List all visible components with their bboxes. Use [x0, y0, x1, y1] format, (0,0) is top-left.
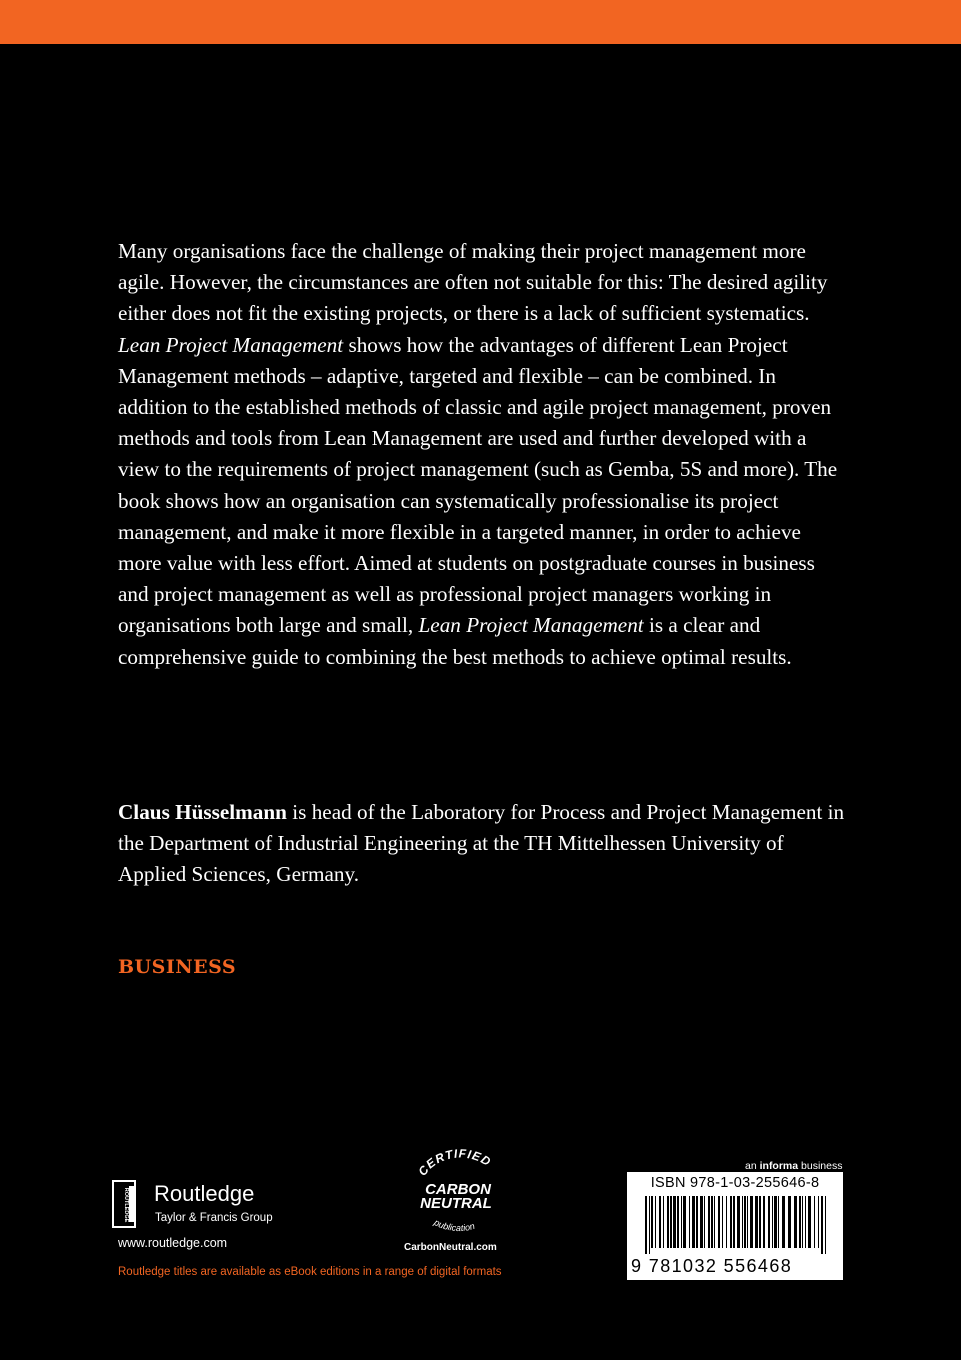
barcode-bar: [711, 1196, 713, 1248]
barcode-bar: [799, 1196, 801, 1248]
barcode-bar: [683, 1196, 686, 1248]
carbon-neutral-badge: [396, 1142, 526, 1257]
barcode-bar: [805, 1196, 806, 1248]
informa-brand: informa: [759, 1160, 799, 1172]
author-bio: [118, 797, 848, 891]
publisher-group: Taylor & Francis Group: [155, 1212, 273, 1224]
barcode-bar: [700, 1196, 703, 1248]
barcode-bar: [733, 1196, 735, 1248]
blurb-text-2: shows how the advantages of different Lean Project Management methods – adaptive, targeted and flexible – can be combined. In addition to the established methods of classic and agile project management, proven methods and tools from Lean Management are used and further developed with a view to the requirements of project management (such as Gemba, 5S and more). The book shows how an organisation can systematically professionalise its project management, and make it more flexible in a targeted manner, in order to achieve more value with less effort. Aimed at students on postgraduate courses in business and project management as well as professional project managers working in organisations both large and small,: [118, 332, 838, 638]
barcode-bar: [689, 1196, 690, 1248]
isbn-barcode: [627, 1172, 843, 1280]
carbon-neutral-url[interactable]: CarbonNeutral.com: [404, 1242, 497, 1253]
informa-prefix: an: [745, 1160, 760, 1172]
blurb-book-title-2: Lean Project Management: [418, 613, 644, 638]
barcode-bar: [651, 1196, 653, 1248]
barcode-bar: [667, 1196, 669, 1248]
isbn-number: ISBN 978-1-03-255646-8: [650, 1175, 820, 1191]
blurb-text-3: is a clear and comprehensive guide to combining the best methods to achieve optimal results.: [118, 613, 792, 669]
top-accent-bar: [0, 0, 961, 44]
barcode-bar: [755, 1196, 758, 1248]
barcode-bar: [742, 1196, 743, 1248]
barcode-bar: [774, 1196, 777, 1248]
barcode-bar: [759, 1196, 761, 1248]
publisher-website[interactable]: www.routledge.com: [118, 1236, 228, 1250]
barcode-bar: [821, 1196, 823, 1254]
informa-suffix: business: [798, 1160, 843, 1172]
barcode-bar: [814, 1196, 815, 1248]
barcode-bar: [726, 1196, 727, 1248]
barcode-bar: [673, 1196, 676, 1248]
barcode-digits: 9 781032 556468: [631, 1256, 793, 1276]
barcode-bar: [737, 1196, 740, 1248]
barcode-bar: [808, 1196, 811, 1248]
author-name: Claus Hüsselmann: [118, 800, 287, 824]
neutral-word: NEUTRAL: [420, 1195, 492, 1212]
barcode-bar: [714, 1196, 715, 1248]
barcode-bar: [802, 1196, 803, 1248]
barcode-bar: [730, 1196, 732, 1248]
carbon-publication-text: publication: [432, 1217, 476, 1234]
barcode-bar: [818, 1196, 819, 1248]
barcode-bar: [825, 1196, 826, 1254]
routledge-logo: [112, 1180, 332, 1230]
informa-business-label: [745, 1160, 842, 1172]
barcode-bar: [778, 1196, 779, 1248]
barcode-bar: [750, 1196, 753, 1248]
publisher-name: Routledge: [154, 1181, 255, 1206]
barcode-bar: [744, 1196, 746, 1248]
barcode-bar: [659, 1196, 661, 1248]
author-bio-text: is head of the Laboratory for Process and Project Management in the Department of Industrial Engineering at the TH Mittelhessen University of Applied Sciences, Germany.: [118, 800, 845, 887]
blurb-text-1: Many organisations face the challenge of making their project management more agile. However, the circumstances are often not suitable for this: The desired agility either does not fit the existing projects, or there is a lack of sufficient systematics.: [118, 239, 828, 326]
carbon-word: CARBON: [425, 1181, 491, 1198]
category-label: BUSINESS: [118, 956, 237, 978]
barcode-bar: [677, 1196, 679, 1248]
barcode-bar: [670, 1196, 672, 1248]
barcode-bar: [794, 1196, 797, 1248]
routledge-logo-vertical-text: ROUTLEDGE: [123, 1187, 129, 1223]
barcode-bar: [768, 1196, 770, 1248]
barcode-bar: [782, 1196, 785, 1248]
barcode-bar: [772, 1196, 773, 1248]
carbon-certified-text: CERTIFIED: [415, 1146, 494, 1179]
barcode-bar: [708, 1196, 710, 1248]
barcode-bar: [655, 1196, 656, 1248]
barcode-bar: [718, 1196, 720, 1248]
barcode-bar: [645, 1196, 647, 1254]
routledge-logo-icon: [112, 1180, 142, 1230]
barcode-bar: [747, 1196, 748, 1248]
blurb-book-title-1: Lean Project Management: [118, 332, 344, 357]
ebook-availability-note: Routledge titles are available as eBook editions in a range of digital formats: [118, 1266, 502, 1278]
barcode-bar: [681, 1196, 682, 1248]
barcode-bars: [633, 1196, 837, 1254]
barcode-bar: [763, 1196, 765, 1248]
barcode-bar: [692, 1196, 695, 1248]
barcode-bar: [696, 1196, 698, 1248]
barcode-bar: [788, 1196, 791, 1248]
barcode-bar: [722, 1196, 723, 1248]
barcode-bar: [649, 1196, 650, 1254]
barcode-bar: [663, 1196, 664, 1248]
barcode-bar: [704, 1196, 705, 1248]
back-cover-blurb: [118, 236, 848, 673]
